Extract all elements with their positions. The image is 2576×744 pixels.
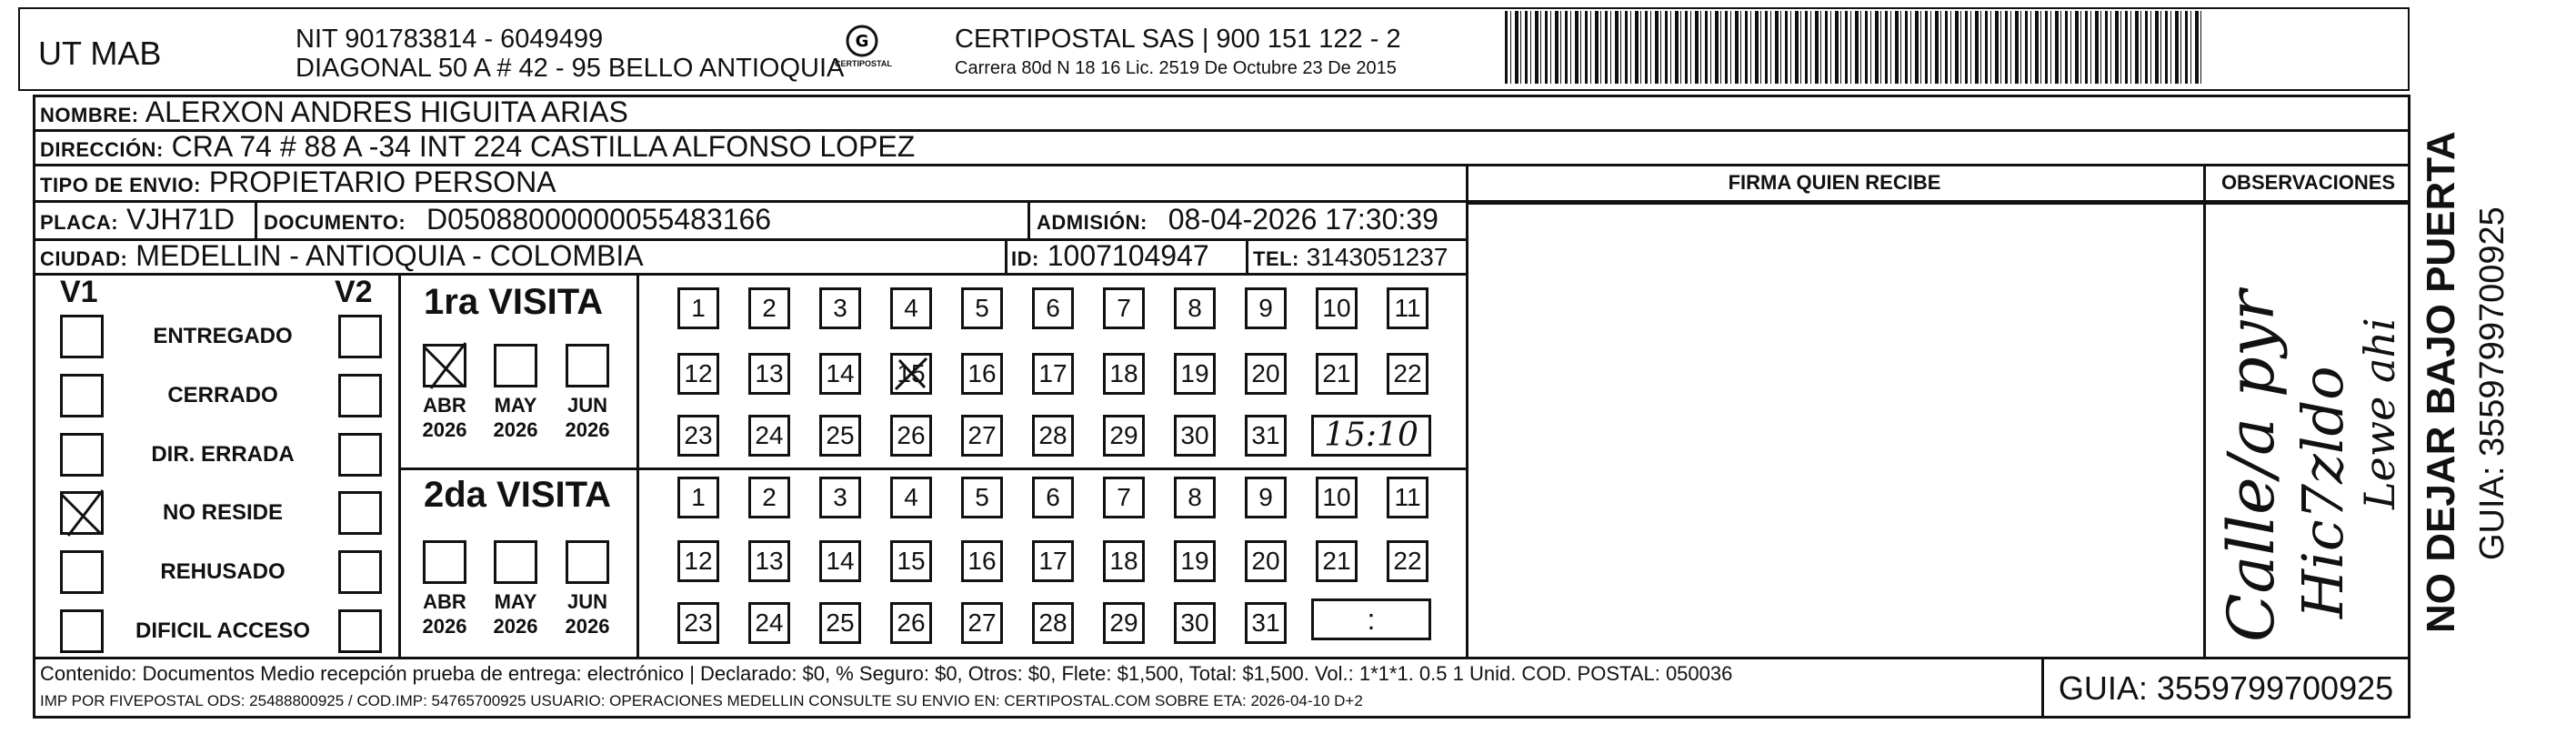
id-label: ID: bbox=[1011, 247, 1039, 270]
ciudad-label: CIUDAD: bbox=[40, 247, 128, 270]
nombre-label: NOMBRE: bbox=[40, 104, 139, 126]
visit1-time[interactable]: 15:10 bbox=[1311, 415, 1431, 457]
day-box[interactable]: 1 bbox=[677, 477, 719, 518]
month-label bbox=[413, 589, 476, 638]
month-checkbox[interactable] bbox=[423, 540, 466, 584]
day-box[interactable]: 1 bbox=[677, 287, 719, 329]
day-box[interactable]: 5 bbox=[961, 477, 1003, 518]
admision-field bbox=[1037, 202, 1438, 240]
no-dejar-warning: NO DEJAR BAJO PUERTA bbox=[2419, 131, 2463, 633]
id-value: 1007104947 bbox=[1047, 239, 1209, 272]
month-year: 2026 bbox=[422, 615, 467, 638]
month-year: 2026 bbox=[493, 418, 538, 441]
day-box[interactable]: 6 bbox=[1032, 287, 1074, 329]
direccion-field bbox=[40, 129, 915, 167]
day-box[interactable]: 7 bbox=[1103, 287, 1145, 329]
documento-field bbox=[264, 202, 771, 240]
footer-guia: GUIA: 3559799700925 bbox=[2058, 669, 2394, 707]
day-box[interactable]: 28 bbox=[1032, 602, 1074, 644]
day-box[interactable]: 28 bbox=[1032, 415, 1074, 457]
v1-checkbox[interactable] bbox=[60, 609, 104, 653]
day-box[interactable]: 24 bbox=[748, 415, 790, 457]
status-option-label: CERRADO bbox=[167, 383, 278, 407]
status-option-label: NO RESIDE bbox=[162, 500, 284, 525]
documento-label: DOCUMENTO: bbox=[264, 211, 406, 234]
tipo-field bbox=[40, 165, 556, 203]
day-box[interactable]: 9 bbox=[1245, 287, 1287, 329]
v1-checkbox[interactable] bbox=[60, 315, 104, 358]
day-box[interactable]: 17 bbox=[1032, 540, 1074, 582]
month-checkbox[interactable] bbox=[423, 344, 466, 387]
logo-icon bbox=[842, 24, 882, 58]
observation-line3: Lewe ahi bbox=[2355, 317, 2404, 509]
day-box[interactable]: 10 bbox=[1316, 287, 1358, 329]
placa-label: PLACA: bbox=[40, 211, 119, 234]
day-box[interactable]: 23 bbox=[677, 415, 719, 457]
day-box[interactable]: 25 bbox=[819, 415, 861, 457]
nombre-field bbox=[40, 95, 628, 133]
day-box[interactable]: 3 bbox=[819, 287, 861, 329]
day-box[interactable]: 4 bbox=[890, 287, 932, 329]
status-option-label: ENTREGADO bbox=[153, 324, 293, 348]
day-box[interactable]: 25 bbox=[819, 602, 861, 644]
month-name: ABR bbox=[423, 590, 466, 613]
status-option-label: DIFICIL ACCESO bbox=[135, 618, 310, 643]
day-box[interactable]: 23 bbox=[677, 602, 719, 644]
placa-value: VJH71D bbox=[126, 203, 236, 236]
tel-field bbox=[1253, 240, 1448, 276]
day-box[interactable]: 20 bbox=[1245, 540, 1287, 582]
day-box[interactable]: 29 bbox=[1103, 415, 1145, 457]
tel-value: 3143051237 bbox=[1306, 243, 1448, 271]
v2-checkbox[interactable] bbox=[338, 315, 382, 358]
certipostal-logo bbox=[835, 24, 892, 78]
day-box[interactable]: 14 bbox=[819, 353, 861, 395]
ciudad-value: MEDELLIN - ANTIOQUIA - COLOMBIA bbox=[135, 239, 644, 272]
month-label bbox=[556, 393, 619, 442]
v2-checkbox[interactable] bbox=[338, 609, 382, 653]
day-box[interactable]: 2 bbox=[748, 477, 790, 518]
admision-label: ADMISIÓN: bbox=[1037, 211, 1148, 234]
day-box[interactable]: 31 bbox=[1245, 415, 1287, 457]
tipo-value: PROPIETARIO PERSONA bbox=[208, 166, 556, 198]
footer-contenido: Contenido: Documentos Medio recepción prueba de entrega: electrónico | Declarado: $0, % Seguro: $0, Otros: $0, Flete: $1,500, Total: $1,500. Vol.: 1*1*1. 0.5 1 Unid. COD. POSTAL: 050036 bbox=[40, 662, 1733, 685]
direccion-value: CRA 74 # 88 A -34 INT 224 CASTILLA ALFONSO LOPEZ bbox=[171, 130, 916, 163]
day-box[interactable]: 26 bbox=[890, 602, 932, 644]
month-name: MAY bbox=[494, 590, 537, 613]
barcode bbox=[1505, 11, 2205, 84]
check-mark-icon bbox=[418, 339, 473, 394]
company-nit: NIT 901783814 - 6049499 bbox=[296, 25, 604, 54]
day-box[interactable]: 16 bbox=[961, 353, 1003, 395]
svg-text:G: G bbox=[855, 32, 869, 51]
day-box[interactable]: 14 bbox=[819, 540, 861, 582]
day-box[interactable]: 24 bbox=[748, 602, 790, 644]
documento-value: D05088000000055483166 bbox=[426, 203, 772, 236]
tipo-label: TIPO DE ENVIO: bbox=[40, 174, 201, 196]
v1-checkbox[interactable] bbox=[60, 374, 104, 417]
day-box[interactable]: 12 bbox=[677, 353, 719, 395]
month-name: JUN bbox=[566, 590, 607, 613]
v2-checkbox[interactable] bbox=[338, 374, 382, 417]
guia-vertical: GUIA: 3559799700925 bbox=[2473, 206, 2511, 560]
month-name: MAY bbox=[494, 394, 537, 417]
placa-field bbox=[40, 202, 235, 240]
day-box[interactable]: 6 bbox=[1032, 477, 1074, 518]
observation-line2: Hic7zldo bbox=[2290, 366, 2356, 618]
month-name: ABR bbox=[423, 394, 466, 417]
day-box[interactable]: 20 bbox=[1245, 353, 1287, 395]
day-box[interactable]: 31 bbox=[1245, 602, 1287, 644]
v1-checkbox[interactable] bbox=[60, 491, 104, 535]
day-box[interactable]: 19 bbox=[1174, 540, 1216, 582]
month-year: 2026 bbox=[422, 418, 467, 441]
day-box[interactable]: 17 bbox=[1032, 353, 1074, 395]
month-label bbox=[484, 393, 547, 442]
day-box[interactable]: 4 bbox=[890, 477, 932, 518]
day-box[interactable]: 27 bbox=[961, 415, 1003, 457]
admision-value: 08-04-2026 17:30:39 bbox=[1168, 203, 1438, 236]
company-address: DIAGONAL 50 A # 42 - 95 BELLO ANTIOQUIA bbox=[296, 54, 845, 83]
ciudad-field bbox=[40, 238, 644, 276]
month-checkbox[interactable] bbox=[494, 540, 537, 584]
observation-line1: Calle/a pyr bbox=[2214, 290, 2289, 642]
visit2-title: 2da VISITA bbox=[424, 475, 611, 515]
id-field bbox=[1011, 238, 1209, 276]
day-box[interactable]: 30 bbox=[1174, 602, 1216, 644]
month-checkbox[interactable] bbox=[566, 344, 609, 387]
day-box[interactable]: 18 bbox=[1103, 540, 1145, 582]
v2-checkbox[interactable] bbox=[338, 433, 382, 477]
month-year: 2026 bbox=[565, 615, 610, 638]
company-name: UT MAB bbox=[38, 35, 162, 72]
visit2-time[interactable]: : bbox=[1311, 598, 1431, 640]
nombre-value: ALERXON ANDRES HIGUITA ARIAS bbox=[145, 96, 628, 128]
day-box[interactable]: 18 bbox=[1103, 353, 1145, 395]
v2-checkbox[interactable] bbox=[338, 491, 382, 535]
visit1-title: 1ra VISITA bbox=[424, 282, 604, 322]
footer-imp: IMP POR FIVEPOSTAL ODS: 25488800925 / COD.IMP: 54765700925 USUARIO: OPERACIONES MEDELLIN CONSULTE SU ENVIO EN: CERTIPOSTAL.COM SOBRE ETA: 2026-04-10 D+2 bbox=[40, 692, 1363, 709]
day-box[interactable]: 5 bbox=[961, 287, 1003, 329]
day-box[interactable]: 12 bbox=[677, 540, 719, 582]
day-box[interactable]: 8 bbox=[1174, 287, 1216, 329]
day-box[interactable]: 8 bbox=[1174, 477, 1216, 518]
day-box[interactable]: 21 bbox=[1316, 353, 1358, 395]
day-box[interactable]: 7 bbox=[1103, 477, 1145, 518]
day-box[interactable]: 29 bbox=[1103, 602, 1145, 644]
month-checkbox[interactable] bbox=[566, 540, 609, 584]
v2-checkbox[interactable] bbox=[338, 550, 382, 594]
carrier-license: Carrera 80d N 18 16 Lic. 2519 De Octubre 23 De 2015 bbox=[955, 58, 1397, 78]
status-option-label: DIR. ERRADA bbox=[151, 442, 295, 467]
tel-label: TEL: bbox=[1253, 247, 1299, 270]
day-box[interactable]: 3 bbox=[819, 477, 861, 518]
day-box[interactable]: 19 bbox=[1174, 353, 1216, 395]
day-box[interactable]: 15 bbox=[890, 353, 932, 395]
day-box[interactable]: 2 bbox=[748, 287, 790, 329]
day-box[interactable]: 11 bbox=[1387, 287, 1428, 329]
v1-header: V1 bbox=[60, 275, 98, 309]
month-label bbox=[484, 589, 547, 638]
observaciones-header: OBSERVACIONES bbox=[2220, 171, 2396, 194]
day-box[interactable]: 15 bbox=[890, 540, 932, 582]
month-checkbox[interactable] bbox=[494, 344, 537, 387]
day-box[interactable]: 30 bbox=[1174, 415, 1216, 457]
day-box[interactable]: 13 bbox=[748, 540, 790, 582]
month-year: 2026 bbox=[493, 615, 538, 638]
day-mark-icon bbox=[890, 353, 932, 395]
status-option-label: REHUSADO bbox=[160, 559, 286, 584]
month-name: JUN bbox=[566, 394, 607, 417]
day-box[interactable]: 10 bbox=[1316, 477, 1358, 518]
carrier-name: CERTIPOSTAL SAS | 900 151 122 - 2 bbox=[955, 25, 1401, 54]
day-box[interactable]: 11 bbox=[1387, 477, 1428, 518]
day-box[interactable]: 21 bbox=[1316, 540, 1358, 582]
firma-header: FIRMA QUIEN RECIBE bbox=[1728, 171, 1941, 194]
day-box[interactable]: 13 bbox=[748, 353, 790, 395]
month-year: 2026 bbox=[565, 418, 610, 441]
day-box[interactable]: 27 bbox=[961, 602, 1003, 644]
day-box[interactable]: 9 bbox=[1245, 477, 1287, 518]
day-box[interactable]: 22 bbox=[1387, 540, 1428, 582]
logo-text: CERTIPOSTAL bbox=[835, 59, 892, 68]
month-label bbox=[556, 589, 619, 638]
v1-checkbox[interactable] bbox=[60, 550, 104, 594]
v2-header: V2 bbox=[335, 275, 373, 309]
day-box[interactable]: 26 bbox=[890, 415, 932, 457]
month-label bbox=[413, 393, 476, 442]
day-box[interactable]: 16 bbox=[961, 540, 1003, 582]
v1-checkbox[interactable] bbox=[60, 433, 104, 477]
day-box[interactable]: 22 bbox=[1387, 353, 1428, 395]
direccion-label: DIRECCIÓN: bbox=[40, 138, 164, 161]
